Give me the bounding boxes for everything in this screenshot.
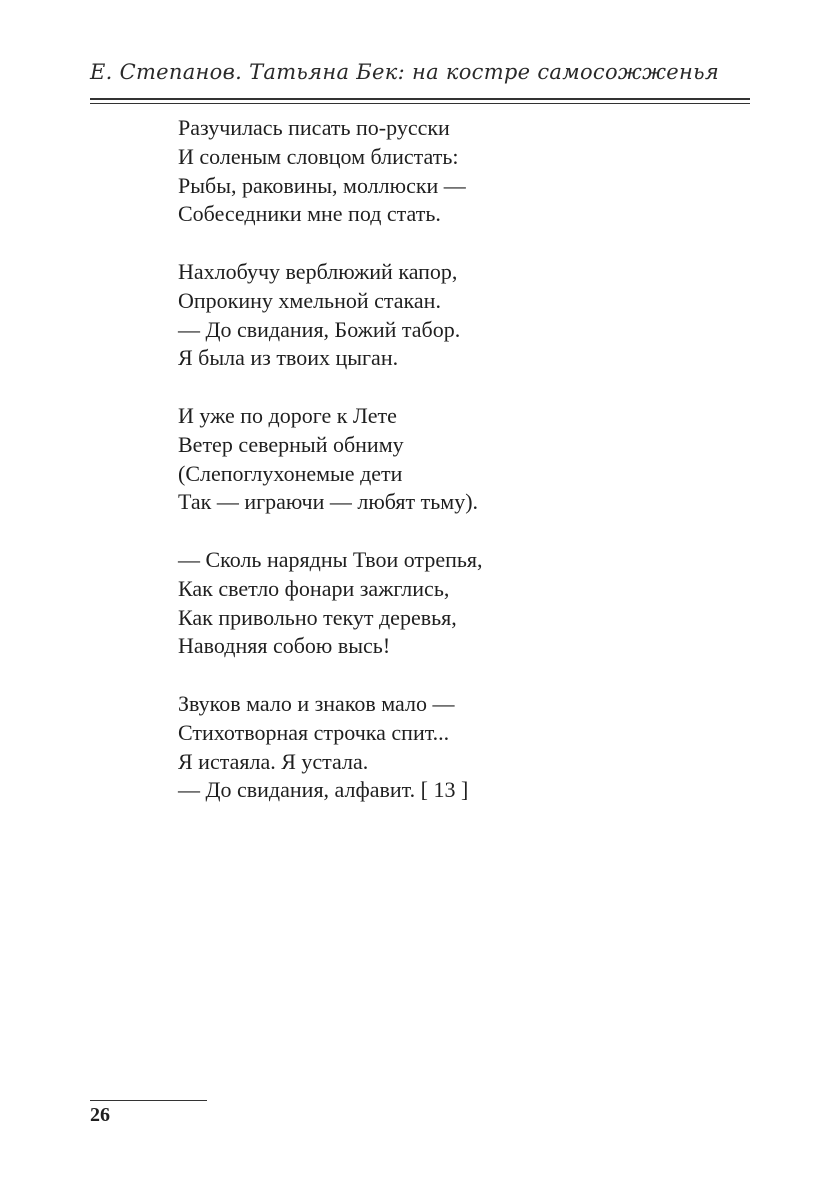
poem-line: Так — играючи — любят тьму).	[178, 489, 479, 515]
header-rule-thin	[90, 103, 750, 104]
stanza-4	[178, 546, 738, 661]
poem-line: Я была из твоих цыган.	[178, 345, 399, 371]
poem-line: Наводняя собою высь!	[178, 633, 391, 659]
page-number: 26	[90, 1104, 110, 1126]
poem-line: Как светло фонари зажглись,	[178, 575, 450, 601]
stanza-5	[178, 690, 738, 805]
poem-line: — Сколь нарядны Твои отрепья,	[178, 546, 483, 572]
poem-line: И соленым словцом блистать:	[178, 143, 459, 169]
poem-line: Ветер северный обниму	[178, 431, 404, 457]
poem-line: Опрокину хмельной стакан.	[178, 287, 441, 313]
poem-line: — До свидания, алфавит. [ 13 ]	[178, 777, 469, 803]
poem-line: Как привольно текут деревья,	[178, 604, 457, 630]
poem-line: Нахлобучу верблюжий капор,	[178, 258, 458, 284]
stanza-2	[178, 258, 738, 373]
poem-line: — До свидания, Божий табор.	[178, 316, 461, 342]
stanza-3	[178, 402, 738, 517]
poem-line: Я истаяла. Я устала.	[178, 748, 369, 774]
poem-line: Рыбы, раковины, моллюски —	[178, 172, 466, 198]
poem-line: Стихотворная строчка спит...	[178, 719, 450, 745]
poem-line: Разучилась писать по-русски	[178, 115, 450, 140]
poem-line: И уже по дороге к Лете	[178, 402, 397, 428]
stanza-1	[178, 114, 738, 229]
poem-line: (Слепоглухонемые дети	[178, 460, 403, 486]
poem-line: Звуков мало и знаков мало —	[178, 690, 455, 716]
footer-rule	[90, 1100, 207, 1101]
running-title: Е. Степанов. Татьяна Бек: на костре самосожженья	[90, 60, 720, 84]
poem-line: Собеседники мне под стать.	[178, 201, 441, 227]
poem	[178, 114, 738, 834]
header-rule-thick	[90, 98, 750, 100]
